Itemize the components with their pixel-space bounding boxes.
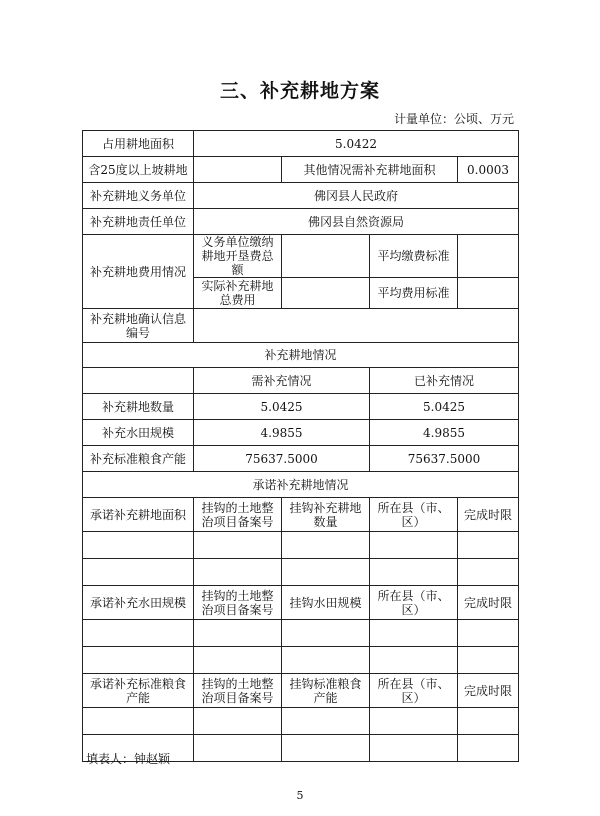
supplement-needed: 5.0425 (194, 394, 370, 420)
land-supplement-table (82, 130, 519, 762)
confirm-row (83, 309, 519, 343)
promise-col-deadline: 完成时限 (458, 498, 519, 532)
supplement-label: 补充耕地数量 (83, 394, 194, 420)
duty-unit-row (83, 183, 519, 209)
promise-section-title: 承诺补充耕地情况 (83, 472, 519, 498)
supplement-done: 75637.5000 (370, 446, 519, 472)
cost-label: 补充耕地费用情况 (83, 235, 194, 309)
actual-total-value (282, 278, 370, 309)
supplement-needed: 75637.5000 (194, 446, 370, 472)
promise-blank-row (83, 620, 519, 647)
other-area-label: 其他情况需补充耕地面积 (282, 157, 458, 183)
resp-unit-value: 佛冈县自然资源局 (194, 209, 519, 235)
occupied-value: 5.0422 (194, 131, 519, 157)
occupied-row (83, 131, 519, 157)
avg-cost-value (458, 278, 519, 309)
supplement-label: 补充标准粮食产能 (83, 446, 194, 472)
promise-blank-row (83, 708, 519, 735)
slope-label: 含25度以上坡耕地 (83, 157, 194, 183)
fee-total-value (282, 235, 370, 278)
promise-col-county: 所在县（市、区） (370, 586, 458, 620)
promise-section-row (83, 472, 519, 498)
promise-col-linked: 挂钩补充耕地数量 (282, 498, 370, 532)
supplement-section-row (83, 343, 519, 368)
slope-row (83, 157, 519, 183)
promise-col-county: 所在县（市、区） (370, 498, 458, 532)
page-title: 三、补充耕地方案 (219, 80, 380, 102)
confirm-label: 补充耕地确认信息编号 (83, 309, 194, 343)
promise-col-county: 所在县（市、区） (370, 674, 458, 708)
promise-col-project: 挂钩的土地整治项目备案号 (194, 586, 282, 620)
promise-col-deadline: 完成时限 (458, 586, 519, 620)
promise-blank-row (83, 647, 519, 674)
supplement-done: 4.9855 (370, 420, 519, 446)
resp-unit-label: 补充耕地责任单位 (83, 209, 194, 235)
supplement-header-row (83, 368, 519, 394)
avg-fee-value (458, 235, 519, 278)
promise-header-row (83, 586, 519, 620)
occupied-label: 占用耕地面积 (83, 131, 194, 157)
actual-total-label: 实际补充耕地总费用 (194, 278, 282, 309)
filler-label: 填表人：钟赵颖 (86, 752, 171, 766)
unit-label: 计量单位：公顷、万元 (393, 112, 514, 126)
other-area-value: 0.0003 (458, 157, 519, 183)
fee-total-label: 义务单位缴纳耕地开垦费总额 (194, 235, 282, 278)
supplement-row (83, 394, 519, 420)
duty-unit-value: 佛冈县人民政府 (194, 183, 519, 209)
duty-unit-label: 补充耕地义务单位 (83, 183, 194, 209)
promise-header-row (83, 498, 519, 532)
avg-cost-label: 平均费用标准 (370, 278, 458, 309)
promise-group-label: 承诺补充标准粮食产能 (83, 674, 194, 708)
promise-group-label: 承诺补充耕地面积 (83, 498, 194, 532)
supplement-row (83, 420, 519, 446)
page-number: 5 (296, 789, 304, 802)
cost-row-1 (83, 235, 519, 278)
supplement-header-empty (83, 368, 194, 394)
resp-unit-row (83, 209, 519, 235)
promise-col-linked: 挂钩标准粮食产能 (282, 674, 370, 708)
col-needed: 需补充情况 (194, 368, 370, 394)
promise-blank-row (83, 559, 519, 586)
promise-group-label: 承诺补充水田规模 (83, 586, 194, 620)
promise-col-deadline: 完成时限 (458, 674, 519, 708)
promise-header-row (83, 674, 519, 708)
supplement-label: 补充水田规模 (83, 420, 194, 446)
avg-fee-label: 平均缴费标准 (370, 235, 458, 278)
promise-col-project: 挂钩的土地整治项目备案号 (194, 498, 282, 532)
promise-blank-row (83, 532, 519, 559)
supplement-section-title: 补充耕地情况 (83, 343, 519, 368)
col-done: 已补充情况 (370, 368, 519, 394)
supplement-needed: 4.9855 (194, 420, 370, 446)
supplement-done: 5.0425 (370, 394, 519, 420)
promise-col-linked: 挂钩水田规模 (282, 586, 370, 620)
slope-value (194, 157, 282, 183)
promise-col-project: 挂钩的土地整治项目备案号 (194, 674, 282, 708)
supplement-row (83, 446, 519, 472)
confirm-value (194, 309, 519, 343)
